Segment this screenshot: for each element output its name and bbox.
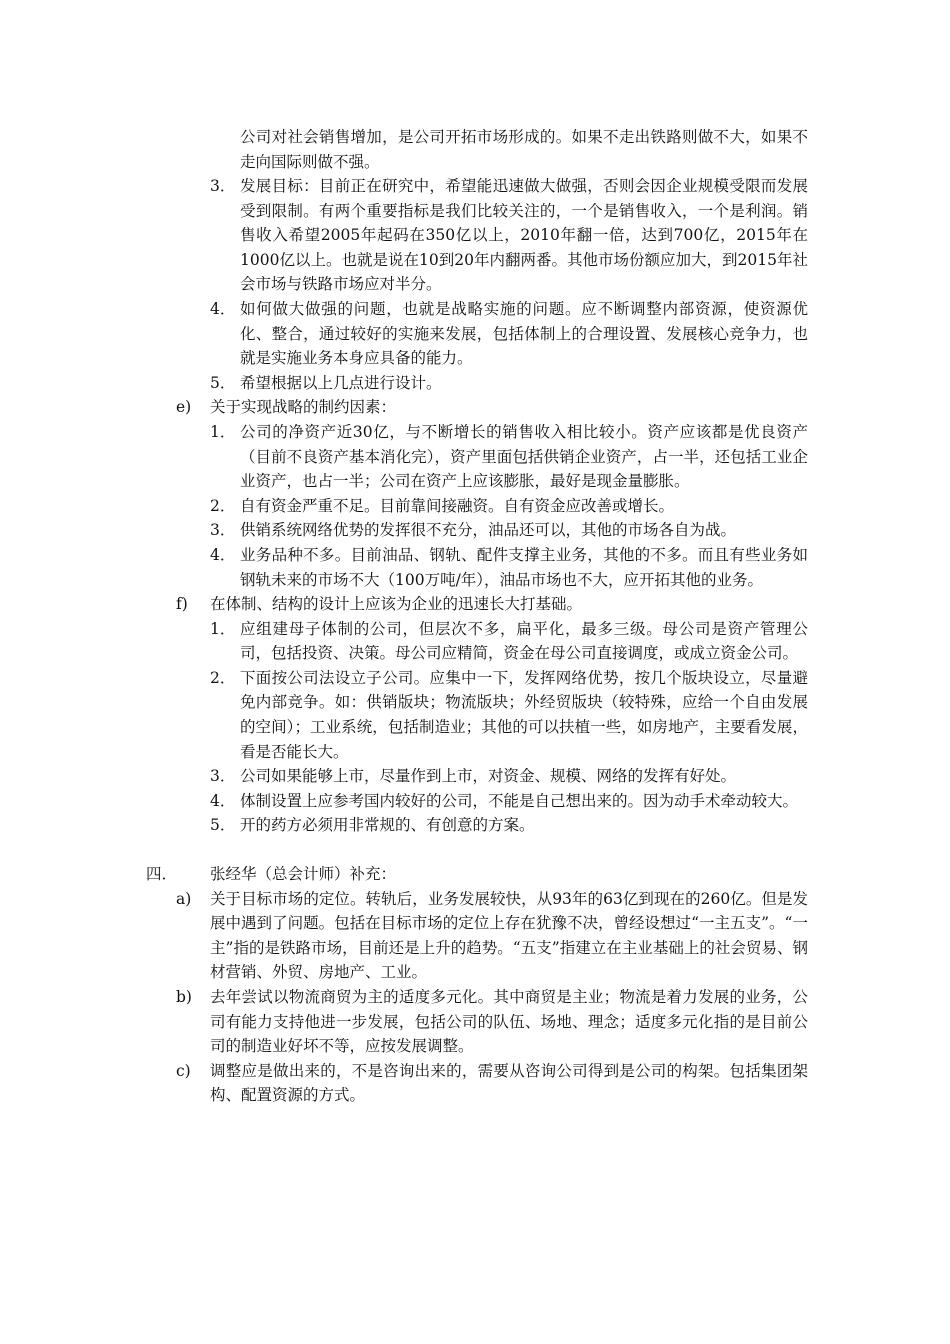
section-4-heading: 四． 张经华（总会计师）补充：: [146, 865, 397, 884]
list-item: 2． 自有资金严重不足。目前靠间接融资。自有资金应改善或增长。: [210, 496, 675, 515]
list-item: 5． 希望根据以上几点进行设计。: [210, 373, 442, 392]
list-item: c) 调整应是做出来的，不是咨询出来的，需要从咨询公司得到是公司的构架。包括集团架构、配置资源的方式。: [176, 1061, 808, 1105]
continuation-paragraph: [240, 125, 808, 174]
section-e-heading: e) 关于实现战略的制约因素：: [176, 398, 397, 417]
list-item: 3． 公司如果能够上市，尽量作到上市，对资金、规模、网络的发挥有好处。: [210, 767, 737, 786]
document-body: [0, 174, 808, 1108]
list-item: 4． 业务品种不多。目前油品、钢轨、配件支撑主业务，其他的不多。而且有些业务如钢轨未来的市场不大（100万吨/年），油品市场也不大，应开拓其他的业务。: [210, 545, 808, 589]
list-item: 2． 下面按公司法设立子公司。应集中一下，发挥网络优势，按几个版块设立，尽量避免内部竞争。如：供销版块；物流版块；外经贸版块（较特殊，应给一个自由发展的空间）；工业系统，包括制造业；其他的可以扶植一些，如房地产，主要看发展，看是否能长大。: [210, 668, 808, 761]
list-item: 4． 体制设置上应参考国内较好的公司，不能是自己想出来的。因为动手术牵动较大。: [210, 791, 799, 810]
blank-line: [0, 838, 808, 862]
list-item: 1． 公司的净资产近30亿，与不断增长的销售收入相比较小。资产应该都是优良资产（目前不良资产基本消化完），资产里面包括供销企业资产，占一半，还包括工业企业资产，也占一半；公司在资产上应该膨胀，最好是现金量膨胀。: [210, 422, 808, 491]
section-f-heading: f) 在体制、结构的设计上应该为企业的迅速长大打基础。: [176, 595, 583, 614]
list-item: 5． 开的药方必须用非常规的、有创意的方案。: [210, 816, 535, 835]
list-item: 3． 供销系统网络优势的发挥很不充分，油品还可以，其他的市场各自为战。: [210, 521, 737, 540]
list-item: 4． 如何做大做强的问题，也就是战略实施的问题。应不断调整内部资源，使资源优化、整合，通过较好的实施来发展，包括体制上的合理设置、发展核心竞争力，也就是实施业务本身应具备的能力。: [210, 299, 808, 368]
list-item: 1． 应组建母子体制的公司，但层次不多，扁平化，最多三级。母公司是资产管理公司，包括投资、决策。母公司应精简，资金在母公司直接调度，或成立资金公司。: [210, 619, 808, 663]
list-item: b) 去年尝试以物流商贸为主的适度多元化。其中商贸是主业；物流是着力发展的业务，公司有能力支持他进一步发展，包括公司的队伍、场地、理念；适度多元化指的是目前公司的制造业好坏不等，应按发展调整。: [176, 988, 808, 1056]
continuation-text: 公司对社会销售增加，是公司开拓市场形成的。如果不走出铁路则做不大，如果不走向国际则做不强。: [240, 128, 808, 171]
list-item: 3． 发展目标：目前正在研究中，希望能迅速做大做强，否则会因企业规模受限而发展受到限制。有两个重要指标是我们比较关注的，一个是销售收入，一个是利润。销售收入希望2005年起码在350亿以上，2010年翻一倍，达到700亿，2015年在1000亿以上。也就是说在10到20年内翻两番。其他市场份额应加大，到2015年社会市场与铁路市场应对半分。: [210, 177, 808, 294]
list-item: a) 关于目标市场的定位。转轨后，业务发展较快，从93年的63亿到现在的260亿。但是发展中遇到了问题。包括在目标市场的定位上存在犹豫不决，曾经设想过“一主五支”。“一主”指的是铁路市场，目前还是上升的趋势。“五支”指建立在主业基础上的社会贸易、钢材营销、外贸、房地产、工业。: [176, 889, 808, 982]
